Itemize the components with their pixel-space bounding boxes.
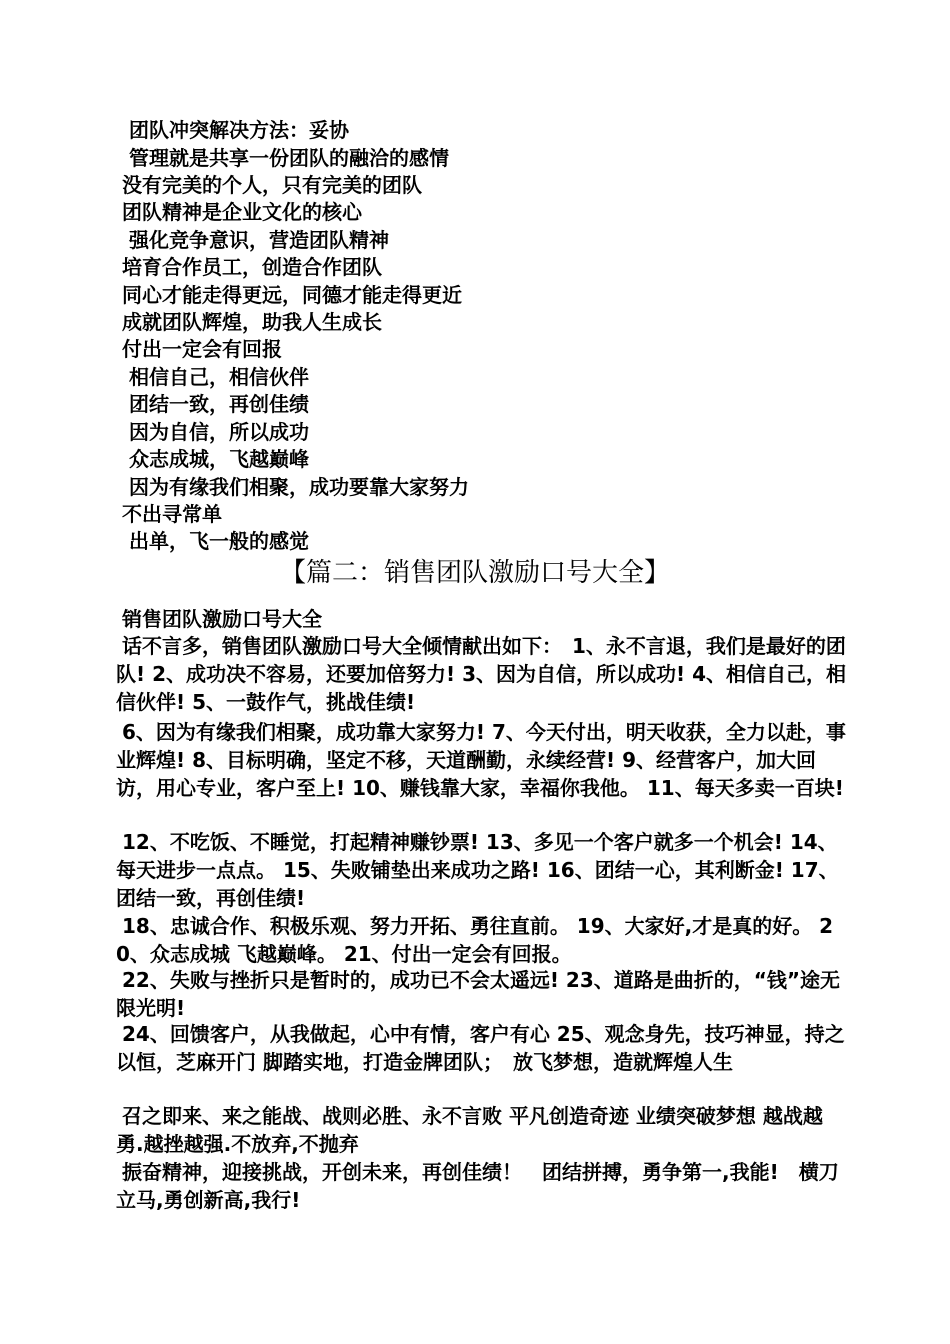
slogan-line: 团队冲突解决方法：妥协 [129,118,349,142]
slogan-line: 管理就是共享一份团队的融洽的感情 [129,146,449,170]
slogan-line: 成就团队辉煌，助我人生成长 [122,310,382,334]
slogan-paragraph: 24、回馈客户，从我做起，心中有情，客户有心 25、观念身先，技巧神显，持之以恒，芝麻开门 脚踏实地，打造金牌团队； 放飞梦想，造就辉煌人生 [116,1022,845,1074]
section-heading: 【篇二：销售团队激励口号大全】 [279,558,670,588]
slogan-line: 培育合作员工，创造合作团队 [122,255,382,279]
slogan-line: 强化竞争意识，营造团队精神 [129,228,389,252]
slogan-paragraph: 22、失败与挫折只是暂时的，成功已不会太遥远! 23、道路是曲折的，“钱”途无限光明! [116,968,841,1020]
slogan-paragraph: 召之即来、来之能战、战则必胜、永不言败 平凡创造奇迹 业绩突破梦想 越战越勇.越挫越强.不放弃,不抛弃 [116,1104,823,1156]
slogan-paragraph: 12、不吃饭、不睡觉，打起精神赚钞票! 13、多见一个客户就多一个机会! 14、每天进步一点点。 15、失败铺垫出来成功之路! 16、团结一心，其利断金! 17、团结一致，再创佳绩! [116,830,839,910]
slogan-line: 不出寻常单 [122,502,222,526]
slogan-paragraph: 6、因为有缘我们相聚，成功靠大家努力! 7、今天付出，明天收获，全力以赴，事业辉煌! 8、目标明确，坚定不移，天道酬勤，永续经营! 9、经营客户，加大回访，用心专业，客户至上! 10、赚钱靠大家，幸福你我他。 11、每天多卖一百块! [116,720,846,800]
slogan-line: 没有完美的个人，只有完美的团队 [122,173,422,197]
slogan-paragraph: 振奋精神，迎接挑战，开创未来，再创佳绩！ 团结拼搏，勇争第一,我能! 横刀立马,勇创新高,我行! [116,1160,839,1212]
slogan-line: 因为自信，所以成功 [129,420,309,444]
slogan-paragraph: 话不言多，销售团队激励口号大全倾情献出如下： 1、永不言退，我们是最好的团队! 2、成功决不容易，还要加倍努力! 3、因为自信，所以成功! 4、相信自己，相信伙伴! 5、一鼓作气，挑战佳绩! [116,634,846,714]
slogan-paragraph: 18、忠诚合作、积极乐观、努力开拓、勇往直前。 19、大家好,才是真的好。 20、众志成城 飞越巅峰。 21、付出一定会有回报。 [116,914,834,966]
slogan-line: 相信自己，相信伙伴 [129,365,309,389]
slogan-line: 付出一定会有回报 [122,337,282,361]
slogan-line: 出单，飞一般的感觉 [129,529,309,553]
slogan-line: 团队精神是企业文化的核心 [122,200,362,224]
slogan-line: 同心才能走得更远，同德才能走得更近 [122,283,462,307]
slogan-line: 团结一致，再创佳绩 [129,392,309,416]
section-subtitle: 销售团队激励口号大全 [122,607,322,631]
slogan-line: 众志成城，飞越巅峰 [129,447,309,471]
slogan-line: 因为有缘我们相聚，成功要靠大家努力 [129,475,469,499]
